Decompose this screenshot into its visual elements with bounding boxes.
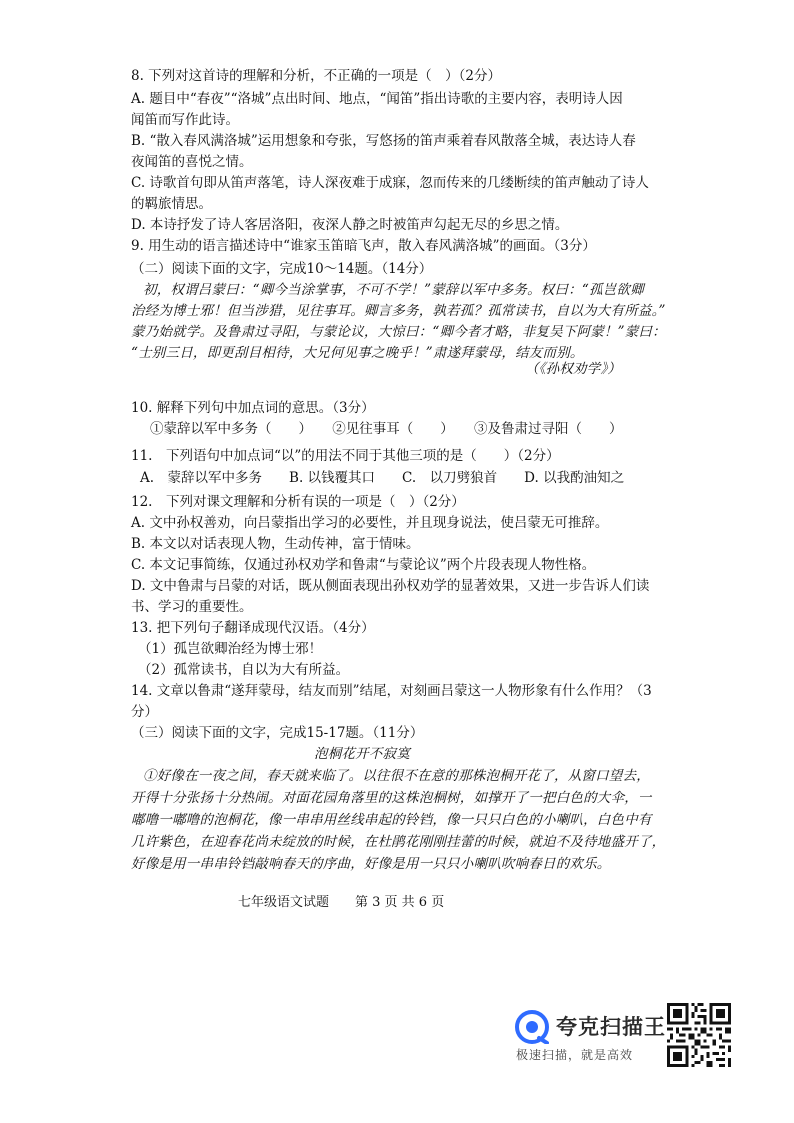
passage-title: 泡桐花开不寂寞 <box>314 746 410 762</box>
scanner-logo-icon <box>515 1010 549 1044</box>
q13-item-2: （2）孤常读书，自以为大有所益。 <box>138 662 350 678</box>
passage-line: 好像是用一串串铃铛敲响春天的序曲，好像是用一只只小喇叭吹响春日的欢乐。 <box>131 856 611 872</box>
q8-option-a-cont: 闻笛而写作此诗。 <box>131 112 239 128</box>
passage-line: 嘟噜一嘟噜的泡桐花，像一串串用丝线串起的铃铛，像一只只白色的小喇叭，白色中有 <box>131 812 652 828</box>
passage-line: 几许紫色，在迎春花尚未绽放的时候，在杜鹃花刚刚挂蕾的时候，就迫不及待地盛开了， <box>131 834 666 850</box>
passage-source: （《孙权劝学》） <box>525 361 622 377</box>
q8-option-c-cont: 的羁旅情思。 <box>131 196 212 212</box>
passage-line: 初，权谓吕蒙曰：“卿今当涂掌事，不可不学！”蒙辞以军中多务。权曰：“孤岂欲卿 <box>143 282 644 298</box>
q10-items: ①蒙辞以军中多务（ ） ②见往事耳（ ） ③及鲁肃过寻阳（ ） <box>150 421 623 437</box>
passage-line: 开得十分张扬十分热闹。对面花园角落里的这株泡桐树，如撑开了一把白色的大伞，一 <box>131 790 652 806</box>
q12-option-d: D. 文中鲁肃与吕蒙的对话，既从侧面表现出孙权劝学的显著效果，又进一步告诉人们读 <box>131 578 650 594</box>
q10-stem: 10. 解释下列句中加点词的意思。（3分） <box>131 400 375 416</box>
q13-stem: 13. 把下列句子翻译成现代汉语。（4分） <box>131 620 375 636</box>
passage-line: “士别三日，即更刮目相待，大兄何见事之晚乎！”肃遂拜蒙母，结友而别。 <box>131 345 584 361</box>
qr-code-icon <box>667 1003 731 1067</box>
q14-stem-cont: 分） <box>131 704 158 720</box>
q9-stem: 9. 用生动的语言描述诗中“谁家玉笛暗飞声，散入春风满洛城”的画面。（3分） <box>131 238 596 254</box>
passage-line: 蒙乃始就学。及鲁肃过寻阳，与蒙论议，大惊曰：“卿今者才略，非复吴下阿蒙！”蒙曰： <box>131 324 666 340</box>
section-2-heading: （二）阅读下面的文字，完成10～14题。（14分） <box>131 261 433 277</box>
passage-line: ①好像在一夜之间，春天就来临了。以往很不在意的那株泡桐开花了，从窗口望去， <box>143 768 650 784</box>
q11-stem: 11. 下列语句中加点词“以”的用法不同于其他三项的是（ ）（2分） <box>131 448 560 464</box>
q14-stem: 14. 文章以鲁肃“遂拜蒙母，结友而别”结尾，对刻画吕蒙这一人物形象有什么作用？（3 <box>131 683 652 699</box>
q11-options: A. 蒙辞以军中多务 B. 以钱覆其口 C. 以刀劈狼首 D. 以我酌油知之 <box>140 470 625 486</box>
q13-item-1: （1）孤岂欲卿治经为博士邪！ <box>138 641 323 657</box>
section-3-heading: （三）阅读下面的文字，完成15-17题。（11分） <box>131 725 424 741</box>
q8-option-c: C. 诗歌首句即从笛声落笔，诗人深夜难于成寐，忽而传来的几缕断续的笛声触动了诗人 <box>131 175 649 191</box>
q8-option-a: A. 题目中“春夜”“洛城”点出时间、地点，“闻笛”指出诗歌的主要内容，表明诗人因 <box>131 91 623 107</box>
q12-option-a: A. 文中孙权善劝，向吕蒙指出学习的必要性，并且现身说法，使吕蒙无可推辞。 <box>131 515 609 531</box>
q8-option-b-cont: 夜闻笛的喜悦之情。 <box>131 154 253 170</box>
page-footer: 七年级语文试题 第 3 页 共 6 页 <box>238 895 445 910</box>
brand-name: 夸克扫描王 <box>556 1015 666 1039</box>
q12-option-b: B. 本文以对话表现人物，生动传神，富于情味。 <box>131 536 420 552</box>
passage-line: 治经为博士邪！但当涉猎，见往事耳。卿言多务，孰若孤？孤常读书，自以为大有所益。” <box>131 303 666 319</box>
q12-option-c: C. 本文记事简练，仅通过孙权劝学和鲁肃“与蒙论议”两个片段表现人物性格。 <box>131 557 596 573</box>
q12-option-d-cont: 书、学习的重要性。 <box>131 599 253 615</box>
brand-slogan: 极速扫描，就是高效 <box>516 1048 634 1062</box>
q8-stem: 8. 下列对这首诗的理解和分析，不正确的一项是（ ）（2分） <box>131 68 502 84</box>
q12-stem: 12. 下列对课文理解和分析有误的一项是（ ）（2分） <box>131 494 465 510</box>
q8-option-b: B. “散入春风满洛城”运用想象和夸张，写悠扬的笛声乘着春风散落全城，表达诗人春 <box>131 133 636 149</box>
q8-option-d: D. 本诗抒发了诗人客居洛阳，夜深人静之时被笛声勾起无尽的乡思之情。 <box>131 217 569 233</box>
